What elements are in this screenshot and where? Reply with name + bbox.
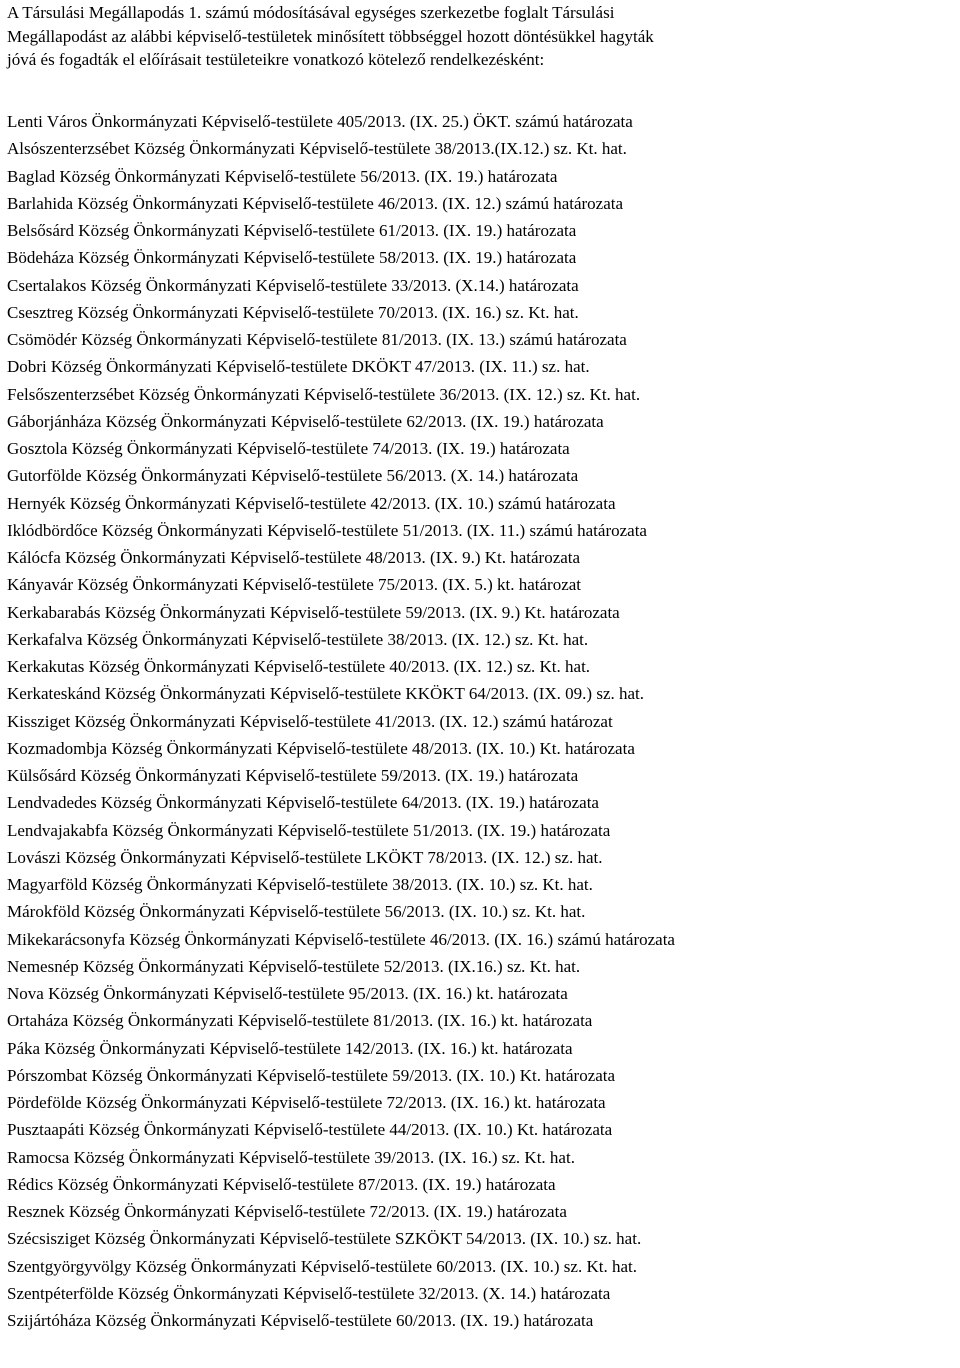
resolution-entry: Pórszombat Község Önkormányzati Képviselő-testülete 59/2013. (IX. 10.) Kt. határozata [7, 1065, 616, 1085]
resolution-entry: Csömödér Község Önkormányzati Képviselő-testülete 81/2013. (IX. 13.) számú határozata [7, 330, 627, 349]
resolution-entry: Szentgyörgyvölgy Község Önkormányzati Képviselő-testülete 60/2013. (IX. 10.) sz. Kt. hat. [7, 1256, 637, 1276]
resolution-entry: Gutorfölde Község Önkormányzati Képviselő-testülete 56/2013. (X. 14.) határozata [7, 466, 579, 486]
resolution-entry: Külsősárd Község Önkormányzati Képviselő-testülete 59/2013. (IX. 19.) határozata [7, 766, 579, 785]
resolution-entry: Hernyék Község Önkormányzati Képviselő-testülete 42/2013. (IX. 10.) számú határozata [7, 493, 616, 513]
resolution-entry: Baglad Község Önkormányzati Képviselő-testülete 56/2013. (IX. 19.) határozata [7, 166, 558, 186]
resolution-entry: Kerkakutas Község Önkormányzati Képviselő-testülete 40/2013. (IX. 12.) sz. Kt. hat. [7, 657, 591, 676]
resolution-entry: Kálócfa Község Önkormányzati Képviselő-testülete 48/2013. (IX. 9.) Kt. határozata [7, 548, 581, 567]
resolution-entry: Bödeháza Község Önkormányzati Képviselő-testülete 58/2013. (IX. 19.) határozata [7, 248, 577, 268]
resolution-entry: Pördefölde Község Önkormányzati Képviselő-testülete 72/2013. (IX. 16.) kt. határozata [7, 1093, 606, 1112]
resolution-entry: Mikekarácsonyfa Község Önkormányzati Képviselő-testülete 46/2013. (IX. 16.) számú határozata [7, 929, 675, 949]
intro-paragraph [7, 0, 957, 72]
intro-line: Megállapodást az alábbi képviselő-testületek minősített többséggel hozott döntésükkel hagyták [7, 26, 654, 46]
resolution-entry: Kányavár Község Önkormányzati Képviselő-testülete 75/2013. (IX. 5.) kt. határozat [7, 575, 582, 595]
resolution-entry: Szijártóháza Község Önkormányzati Képviselő-testülete 60/2013. (IX. 19.) határozata [7, 1311, 594, 1330]
resolution-entry: Páka Község Önkormányzati Képviselő-testülete 142/2013. (IX. 16.) kt. határozata [7, 1038, 573, 1058]
resolution-entry: Alsószenterzsébet Község Önkormányzati Képviselő-testülete 38/2013.(IX.12.) sz. Kt. hat. [7, 139, 627, 159]
resolution-entry: Csertalakos Község Önkormányzati Képviselő-testülete 33/2013. (X.14.) határozata [7, 275, 579, 295]
resolution-entry: Csesztreg Község Önkormányzati Képviselő-testülete 70/2013. (IX. 16.) sz. Kt. hat. [7, 302, 579, 322]
resolution-entry: Belsősárd Község Önkormányzati Képviselő-testülete 61/2013. (IX. 19.) határozata [7, 221, 577, 240]
intro-line: jóvá és fogadták el előírásait testületeikre vonatkozó kötelező rendelkezésként: [7, 50, 545, 69]
document-page [7, 0, 957, 1330]
resolution-list [7, 108, 675, 1334]
resolution-entry: Kozmadombja Község Önkormányzati Képviselő-testülete 48/2013. (IX. 10.) Kt. határozata [7, 738, 635, 758]
resolution-entry: Kerkafalva Község Önkormányzati Képviselő-testülete 38/2013. (IX. 12.) sz. Kt. hat. [7, 629, 589, 649]
resolution-entry: Kerkabarabás Község Önkormányzati Képviselő-testülete 59/2013. (IX. 9.) Kt. határozata [7, 602, 620, 622]
resolution-entry: Lenti Város Önkormányzati Képviselő-testülete 405/2013. (IX. 25.) ÖKT. számú határozata [7, 112, 633, 131]
resolution-entry: Iklódbördőce Község Önkormányzati Képviselő-testülete 51/2013. (IX. 11.) számú határozata [7, 520, 647, 540]
resolution-entry: Szécsisziget Község Önkormányzati Képviselő-testülete SZKÖKT 54/2013. (IX. 10.) sz. hat. [7, 1229, 642, 1249]
resolution-entry: Nova Község Önkormányzati Képviselő-testülete 95/2013. (IX. 16.) kt. határozata [7, 984, 568, 1003]
intro-line: A Társulási Megállapodás 1. számú módosításával egységes szerkezetbe foglalt Társulási [7, 3, 615, 22]
resolution-entry: Gáborjánháza Község Önkormányzati Képviselő-testülete 62/2013. (IX. 19.) határozata [7, 411, 604, 431]
resolution-entry: Pusztaapáti Község Önkormányzati Képviselő-testülete 44/2013. (IX. 10.) Kt. határozata [7, 1120, 613, 1140]
resolution-entry: Szentpéterfölde Község Önkormányzati Képviselő-testülete 32/2013. (X. 14.) határozata [7, 1283, 611, 1303]
resolution-entry: Magyarföld Község Önkormányzati Képviselő-testülete 38/2013. (IX. 10.) sz. Kt. hat. [7, 875, 593, 894]
resolution-entry: Ortaháza Község Önkormányzati Képviselő-testülete 81/2013. (IX. 16.) kt. határozata [7, 1011, 593, 1031]
resolution-entry: Dobri Község Önkormányzati Képviselő-testülete DKÖKT 47/2013. (IX. 11.) sz. hat. [7, 357, 590, 377]
resolution-entry: Gosztola Község Önkormányzati Képviselő-testülete 74/2013. (IX. 19.) határozata [7, 439, 570, 458]
resolution-entry: Barlahida Község Önkormányzati Képviselő-testülete 46/2013. (IX. 12.) számú határozata [7, 193, 624, 213]
resolution-entry: Lendvadedes Község Önkormányzati Képviselő-testülete 64/2013. (IX. 19.) határozata [7, 793, 599, 813]
resolution-entry: Ramocsa Község Önkormányzati Képviselő-testülete 39/2013. (IX. 16.) sz. Kt. hat. [7, 1147, 575, 1167]
resolution-entry: Resznek Község Önkormányzati Képviselő-testülete 72/2013. (IX. 19.) határozata [7, 1202, 567, 1221]
resolution-entry: Márokföld Község Önkormányzati Képviselő-testülete 56/2013. (IX. 10.) sz. Kt. hat. [7, 902, 586, 922]
resolution-entry: Nemesnép Község Önkormányzati Képviselő-testülete 52/2013. (IX.16.) sz. Kt. hat. [7, 956, 581, 976]
resolution-entry: Rédics Község Önkormányzati Képviselő-testülete 87/2013. (IX. 19.) határozata [7, 1174, 556, 1194]
resolution-entry: Felsőszenterzsébet Község Önkormányzati Képviselő-testülete 36/2013. (IX. 12.) sz. Kt. hat. [7, 384, 641, 404]
resolution-entry: Lendvajakabfa Község Önkormányzati Képviselő-testülete 51/2013. (IX. 19.) határozata [7, 820, 611, 840]
resolution-entry: Lovászi Község Önkormányzati Képviselő-testülete LKÖKT 78/2013. (IX. 12.) sz. hat. [7, 847, 603, 867]
resolution-entry: Kissziget Község Önkormányzati Képviselő-testülete 41/2013. (IX. 12.) számú határozat [7, 711, 613, 731]
resolution-entry: Kerkateskánd Község Önkormányzati Képviselő-testülete KKÖKT 64/2013. (IX. 09.) sz. hat. [7, 684, 645, 704]
